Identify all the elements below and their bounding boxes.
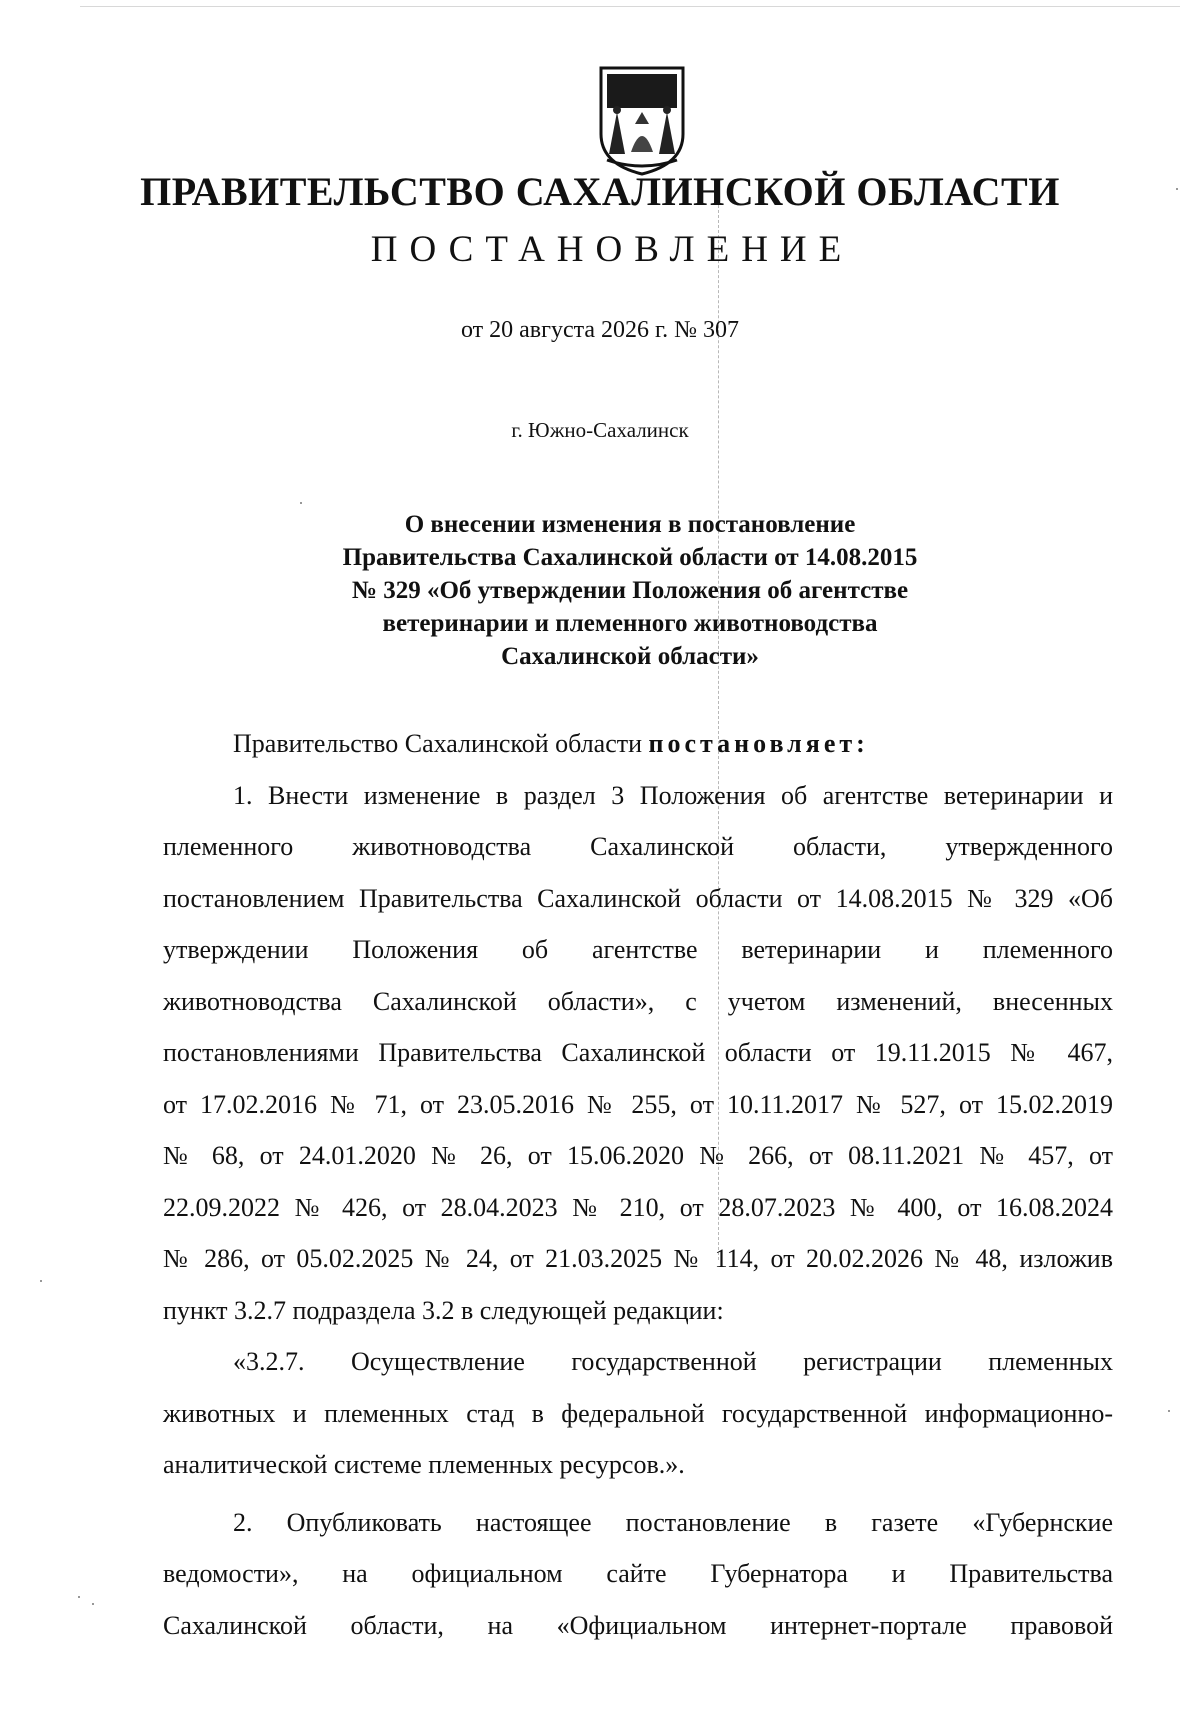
item2-line: 2. Опубликовать настоящее постановление в газете «Губернские [233,1507,1113,1537]
scan-speck [300,502,302,504]
document-subject [280,508,980,673]
document-type: ПОСТАНОВЛЕНИЕ [370,229,854,270]
subject-line: Правительства Сахалинской области от 14.08.2015 [342,544,918,571]
scan-edge-line [80,6,1180,7]
intro-text: Правительство Сахалинской области [233,729,649,758]
item2-line: Сахалинской области, на «Официальном интернет-портале правовой [163,1610,1113,1640]
item1-line: постановлением Правительства Сахалинской области от 14.08.2015 № 329 «Об [163,883,1113,913]
subject-line: О внесении изменения в постановление [404,511,856,538]
document-date-number: от 20 августа 2026 г. № 307 [460,317,740,343]
item1-line: пункт 3.2.7 подраздела 3.2 в следующей редакции: [163,1295,724,1325]
item1-line: № 286, от 05.02.2025 № 24, от 21.03.2025 № 114, от 20.02.2026 № 48, изложив [163,1244,1113,1273]
item1-line: утверждении Положения об агентстве ветеринарии и племенного [163,935,1113,964]
scan-speck [40,1280,42,1282]
item2-line: ведомости», на официальном сайте Губернатора и Правительства [163,1559,1113,1588]
quote-line: аналитической системе племенных ресурсов.». [163,1450,685,1479]
subject-line: № 329 «Об утверждении Положения об агентстве [351,577,909,604]
item1-line: животноводства Сахалинской области», с учетом изменений, внесенных [163,986,1113,1016]
item1-line: 1. Внести изменение в раздел 3 Положения об агентстве ветеринарии и [233,780,1113,810]
intro-keyword: постановляет: [648,729,869,758]
item1-line: постановлениями Правительства Сахалинской области от 19.11.2015 № 467, [163,1038,1113,1067]
coat-of-arms-icon [597,64,687,176]
item1-line: племенного животноводства Сахалинской области, утвержденного [163,832,1113,861]
item1-line: 22.09.2022 № 426, от 28.04.2023 № 210, от 28.07.2023 № 400, от 16.08.2024 [163,1192,1113,1222]
quote-line: животных и племенных стад в федеральной государственной информационно- [163,1398,1113,1428]
item1-line: от 17.02.2016 № 71, от 23.05.2016 № 255, от 10.11.2017 № 527, от 15.02.2019 [163,1089,1113,1119]
item1-line: № 68, от 24.01.2020 № 26, от 15.06.2020 № 266, от 08.11.2021 № 457, от [163,1141,1113,1170]
scan-speck [1168,1410,1170,1412]
document-body [163,718,1113,1651]
organization-title: ПРАВИТЕЛЬСТВО САХАЛИНСКОЙ ОБЛАСТИ [140,169,1060,214]
scan-speck [78,1596,80,1598]
subject-line: Сахалинской области» [501,643,759,670]
quote-line: «3.2.7. Осуществление государственной регистрации племенных [233,1347,1113,1376]
document-city: г. Южно-Сахалинск [511,418,689,442]
subject-line: ветеринарии и племенного животноводства [382,610,878,637]
scan-speck [92,1603,94,1605]
intro-paragraph [163,718,1113,770]
